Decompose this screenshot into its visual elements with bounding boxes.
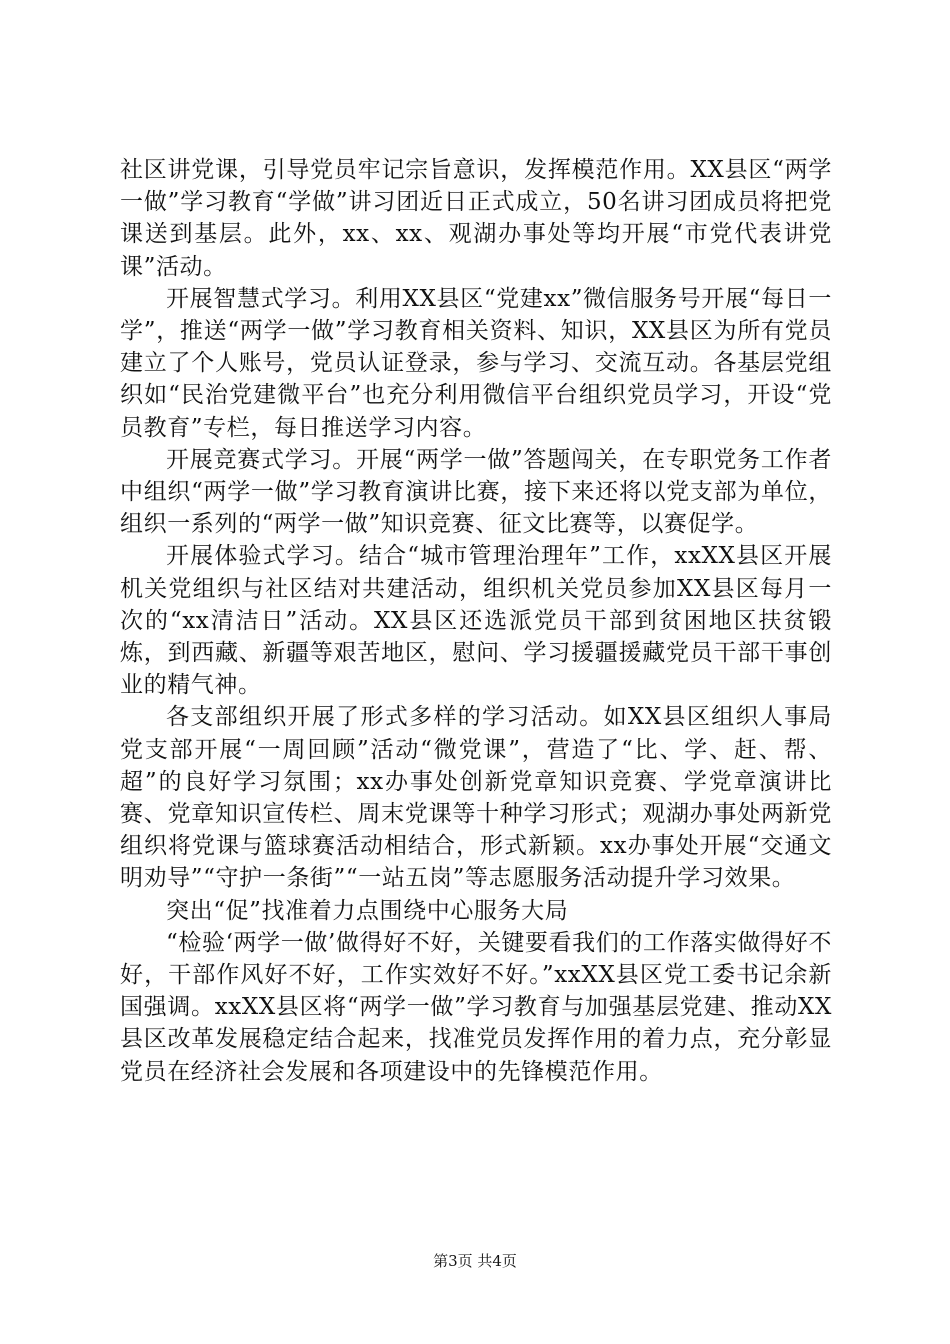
paragraph-continuation: 社区讲党课，引导党员牢记宗旨意识，发挥模范作用。XX县区“两学一做”学习教育“学做”讲习团近日正式成立，50名讲习团成员将把党课送到基层。此外，xx、xx、观湖办事处等均开展“市党代表讲党课”活动。 bbox=[120, 157, 832, 280]
paragraph-branch-activities: 各支部组织开展了形式多样的学习活动。如XX县区组织人事局党支部开展“一周回顾”活动“微党课”，营造了“比、学、赶、帮、超”的良好学习氛围；xx办事处创新党章知识竞赛、学党章演讲比赛、党章知识宣传栏、周末党课等十种学习形式；观湖办事处两新党组织将党课与篮球赛活动相结合，形式新颖。xx办事处开展“交通文明劝导”“守护一条街”“一站五岗”等志愿服务活动提升学习效果。 bbox=[120, 704, 832, 892]
page-footer: 第3页 共4页 bbox=[433, 1252, 517, 1270]
paragraph-quote: “检验‘两学一做’做得好不好，关键要看我们的工作落实做得好不好，干部作风好不好，工作实效好不好。”xxXX县区党工委书记余新国强调。xxXX县区将“两学一做”学习教育与加强基层党建、推动XX县区改革发展稳定结合起来，找准党员发挥作用的着力点，充分彰显党员在经济社会发展和各项建设中的先锋模范作用。 bbox=[120, 929, 832, 1085]
section-heading: 突出“促”找准着力点围绕中心服务大局 bbox=[166, 897, 569, 924]
paragraph-smart-learning: 开展智慧式学习。利用XX县区“党建xx”微信服务号开展“每日一学”，推送“两学一做”学习教育相关资料、知识，XX县区为所有党员建立了个人账号，党员认证登录，参与学习、交流互动。各基层党组织如“民治党建微平台”也充分利用微信平台组织党员学习，开设“党员教育”专栏，每日推送学习内容。 bbox=[120, 285, 832, 441]
document-body bbox=[120, 154, 832, 1088]
paragraph-experience-learning: 开展体验式学习。结合“城市管理治理年”工作，xxXX县区开展机关党组织与社区结对共建活动，组织机关党员参加XX县区每月一次的“xx清洁日”活动。XX县区还选派党员干部到贫困地区扶贫锻炼，到西藏、新疆等艰苦地区，慰问、学习援疆援藏党员干部干事创业的精气神。 bbox=[120, 543, 832, 699]
paragraph-competition-learning: 开展竞赛式学习。开展“两学一做”答题闯关，在专职党务工作者中组织“两学一做”学习教育演讲比赛，接下来还将以党支部为单位，组织一系列的“两学一做”知识竞赛、征文比赛等，以赛促学。 bbox=[120, 446, 832, 538]
